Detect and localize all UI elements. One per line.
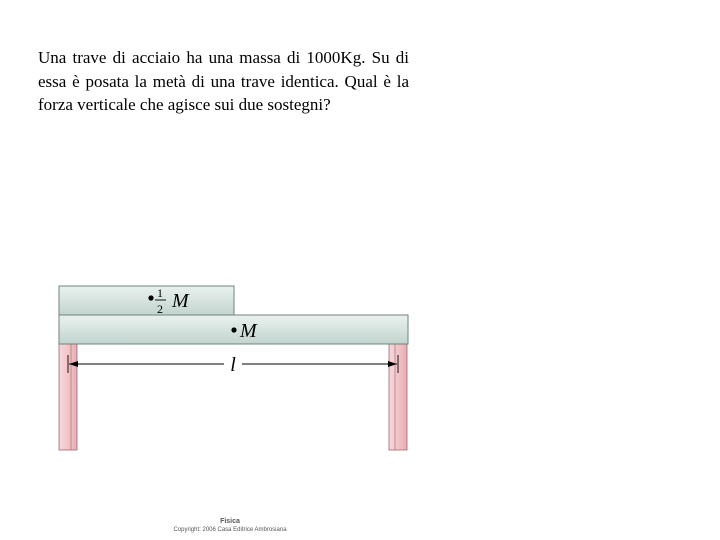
half-beam-fraction-num: 1 — [157, 286, 163, 300]
full-beam-center-dot — [231, 327, 236, 332]
half-beam-center-dot — [148, 295, 153, 300]
problem-text: Una trave di acciaio ha una massa di 1000Kg. Su di essa è posata la metà di una trave identica. Qual è la forza verticale che agisce sui due sostegni? — [38, 48, 409, 114]
figure-credit — [150, 518, 310, 534]
half-beam-fraction-den: 2 — [157, 302, 163, 316]
half-beam — [59, 286, 234, 315]
credit-title: Fisica — [220, 518, 240, 525]
credit-copyright: Copyright: 2006 Casa Editrice Ambrosiana — [173, 527, 287, 533]
length-label: l — [230, 354, 236, 376]
full-beam-mass-label: M — [240, 320, 257, 342]
half-beam-mass-label: M — [172, 290, 189, 312]
